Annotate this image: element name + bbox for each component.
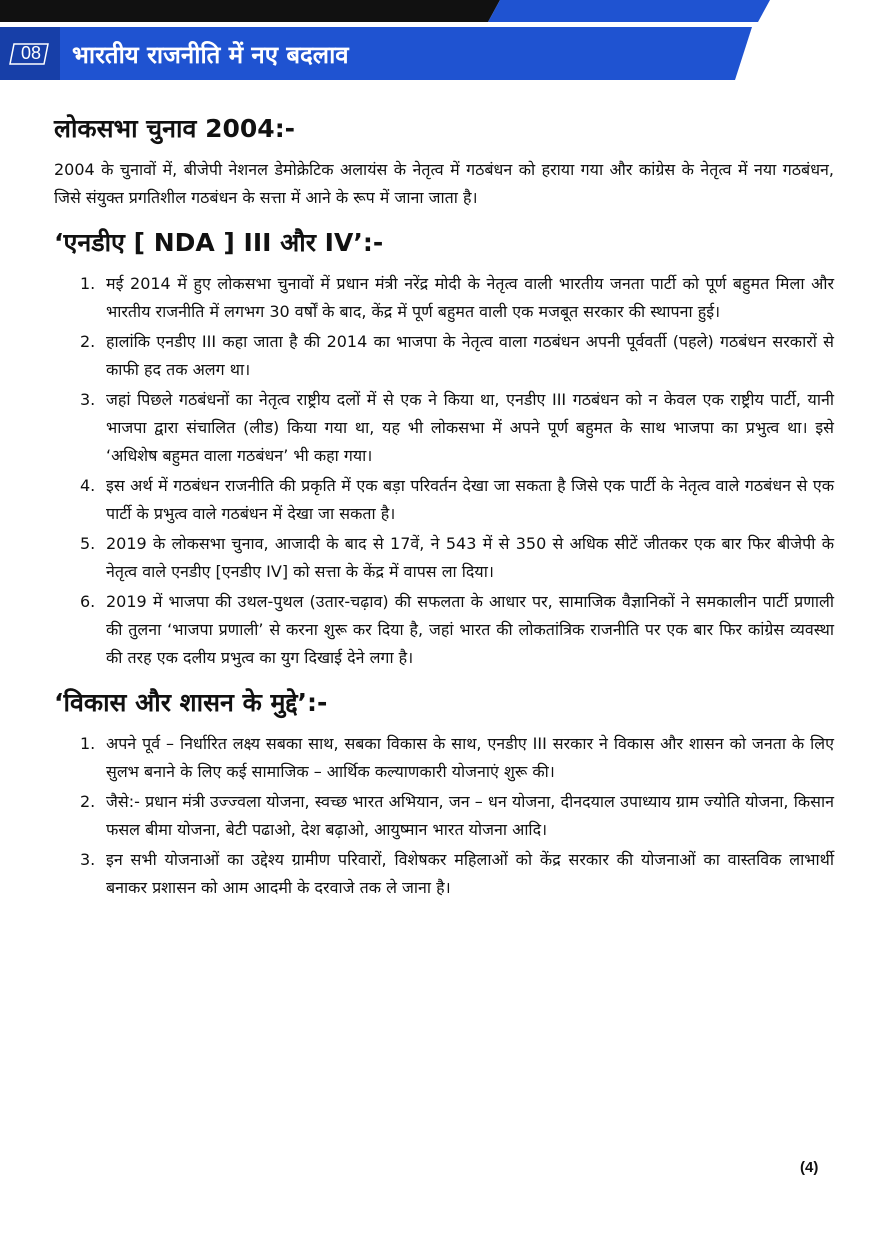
section-heading-development-governance: ‘विकास और शासन के मुद्दे’:-: [54, 688, 328, 717]
list-item: [54, 788, 834, 844]
list-item: [54, 386, 834, 470]
page-content: [54, 104, 834, 904]
list-item-text: जैसे:- प्रधान मंत्री उज्ज्वला योजना, स्वच्छ भारत अभियान, जन – धन योजना, दीनदयाल उपाध्याय ग्राम ज्योति योजना, किसान फसल बीमा योजना, बेटी पढाओ, देश बढ़ाओ, आयुष्मान भारत योजना आदि।: [106, 792, 834, 839]
page-header: [0, 0, 884, 84]
page-number: (4): [800, 1159, 819, 1176]
list-item: [54, 588, 834, 672]
chapter-number: 08: [20, 43, 42, 63]
list-number: 2.: [80, 332, 96, 351]
list-number: 4.: [80, 476, 96, 495]
nda-list: [54, 270, 834, 672]
list-number: 6.: [80, 592, 96, 611]
list-item-text: अपने पूर्व – निर्धारित लक्ष्य सबका साथ, सबका विकास के साथ, एनडीए III सरकार ने विकास और शासन को जनता के लिए सुलभ बनाने के लिए कई सामाजिक – आर्थिक कल्याणकारी योजनाएं शुरू की।: [106, 734, 834, 781]
list-number: 3.: [80, 850, 96, 869]
list-item-text: इस अर्थ में गठबंधन राजनीति की प्रकृति में एक बड़ा परिवर्तन देखा जा सकता है जिसे एक पार्टी के नेतृत्व वाले गठबंधन से एक पार्टी के प्रभुत्व वाले गठबंधन में देखा जा सकता है।: [106, 476, 834, 523]
list-item: [54, 328, 834, 384]
list-number: 5.: [80, 534, 96, 553]
list-item-text: इन सभी योजनाओं का उद्देश्य ग्रामीण परिवारों, विशेषकर महिलाओं को केंद्र सरकार की योजनाओं का वास्तविक लाभार्थी बनाकर प्रशासन को आम आदमी के दरवाजे तक ले जाना है।: [106, 850, 834, 897]
list-item-text: 2019 के लोकसभा चुनाव, आजादी के बाद से 17वें, ने 543 में से 350 से अधिक सीटें जीतकर एक बार फिर बीजेपी के नेतृत्व वाले एनडीए [एनडीए IV] को सत्ता के केंद्र में वापस ला दिया।: [106, 534, 834, 581]
list-item-text: मई 2014 में हुए लोकसभा चुनावों में प्रधान मंत्री नरेंद्र मोदी के नेतृत्व वाली भारतीय जनता पार्टी को पूर्ण बहुमत मिला और भारतीय राजनीति में लगभग 30 वर्षों के बाद, केंद्र में पूर्ण बहुमत वाली एक मजबूत सरकार की स्थापना हुई।: [106, 274, 834, 321]
list-item: [54, 846, 834, 902]
section-heading-nda: ‘एनडीए [ NDA ] III और IV’:-: [54, 228, 384, 257]
list-item-text: हालांकि एनडीए III कहा जाता है की 2014 का भाजपा के नेतृत्व वाला गठबंधन अपनी पूर्ववर्ती (पहले) गठबंधन सरकारों से काफी हद तक अलग था।: [106, 332, 834, 379]
list-number: 2.: [80, 792, 96, 811]
list-number: 1.: [80, 274, 96, 293]
development-list: [54, 730, 834, 902]
list-item-text: जहां पिछले गठबंधनों का नेतृत्व राष्ट्रीय दलों में से एक ने किया था, एनडीए III गठबंधन को न केवल एक राष्ट्रीय पार्टी, यानी भाजपा द्वारा संचालित (लीड) किया गया था, यह भी लोकसभा में अपने पूर्ण बहुमत के साथ भाजपा का प्रभुत्व था। इसे ‘अधिशेष बहुमत वाला गठबंधन’ भी कहा गया।: [106, 390, 834, 465]
list-item: [54, 730, 834, 786]
section-heading-lok-sabha-2004: लोकसभा चुनाव 2004:-: [54, 114, 296, 143]
list-number: 3.: [80, 390, 96, 409]
list-item-text: 2019 में भाजपा की उथल-पुथल (उतार-चढ़ाव) की सफलता के आधार पर, सामाजिक वैज्ञानिकों ने समकालीन पार्टी प्रणाली की तुलना ‘भाजपा प्रणाली’ से करना शुरू कर दिया है, जहां भारत की लोकतांत्रिक राजनीति पर एक बार फिर कांग्रेस व्यवस्था की तरह एक दलीय प्रभुत्व का युग दिखाई देने लगा है।: [106, 592, 834, 667]
section-paragraph: 2004 के चुनावों में, बीजेपी नेशनल डेमोक्रेटिक अलायंस के नेतृत्व में गठबंधन को हराया गया और कांग्रेस के नेतृत्व में नया गठबंधन, जिसे संयुक्त प्रगतिशील गठबंधन के सत्ता में आने के रूप में जाना जाता है।: [54, 160, 834, 207]
list-item: [54, 530, 834, 586]
list-number: 1.: [80, 734, 96, 753]
list-item: [54, 270, 834, 326]
list-item: [54, 472, 834, 528]
chapter-title: भारतीय राजनीति में नए बदलाव: [72, 41, 349, 69]
